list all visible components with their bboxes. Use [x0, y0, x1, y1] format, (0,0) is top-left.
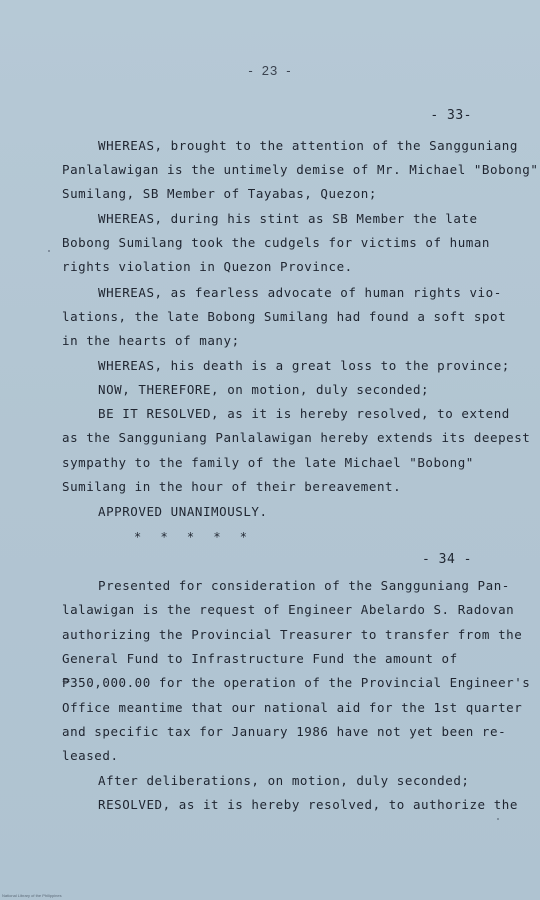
- paper-speck: [497, 818, 499, 820]
- item-number-34: - 34 -: [422, 552, 472, 567]
- text-line: WHEREAS, brought to the attention of the Sangguniang: [98, 138, 518, 153]
- text-line: lations, the late Bobong Sumilang had found a soft spot: [62, 309, 507, 324]
- text-line: Bobong Sumilang took the cudgels for victims of human: [62, 235, 491, 250]
- text-line: Sumilang in the hour of their bereavement.: [62, 479, 402, 494]
- item-number-33: - 33-: [430, 108, 472, 123]
- paper-speck: [48, 250, 50, 252]
- text-line: APPROVED UNANIMOUSLY.: [98, 504, 268, 519]
- text-line: WHEREAS, during his stint as SB Member the late: [98, 211, 478, 226]
- text-line: and specific tax for January 1986 have not yet been re-: [62, 724, 507, 739]
- text-line: WHEREAS, as fearless advocate of human rights vio-: [98, 285, 502, 300]
- text-line: Presented for consideration of the Sangguniang Pan-: [98, 578, 510, 593]
- text-line: After deliberations, on motion, duly seconded;: [98, 773, 470, 788]
- text-line: Sumilang, SB Member of Tayabas, Quezon;: [62, 186, 377, 201]
- text-line: Office meantime that our national aid for the 1st quarter: [62, 700, 523, 715]
- text-line: General Fund to Infrastructure Fund the amount of: [62, 651, 458, 666]
- text-line: rights violation in Quezon Province.: [62, 259, 353, 274]
- text-line: Panlalawigan is the untimely demise of Mr. Michael "Bobong": [62, 162, 539, 177]
- text-line: lalawigan is the request of Engineer Abelardo S. Radovan: [62, 602, 515, 617]
- text-line: sympathy to the family of the late Michael "Bobong": [62, 455, 474, 470]
- text-line: NOW, THEREFORE, on motion, duly seconded;: [98, 382, 430, 397]
- separator-stars: * * * * *: [134, 530, 254, 544]
- text-line: leased.: [62, 748, 119, 763]
- page-number-value: 23: [261, 63, 279, 78]
- text-line: BE IT RESOLVED, as it is hereby resolved, to extend: [98, 406, 510, 421]
- page-number: - 23 -: [248, 63, 292, 78]
- text-line: RESOLVED, as it is hereby resolved, to authorize the: [98, 797, 518, 812]
- text-line: in the hearts of many;: [62, 333, 240, 348]
- text-line: WHEREAS, his death is a great loss to the province;: [98, 358, 510, 373]
- text-line: as the Sangguniang Panlalawigan hereby extends its deepest: [62, 430, 531, 445]
- text-line: authorizing the Provincial Treasurer to transfer from the: [62, 627, 523, 642]
- text-line: ₱350,000.00 for the operation of the Provincial Engineer's: [62, 675, 531, 690]
- archive-footer: National Library of the Philippines: [2, 893, 62, 898]
